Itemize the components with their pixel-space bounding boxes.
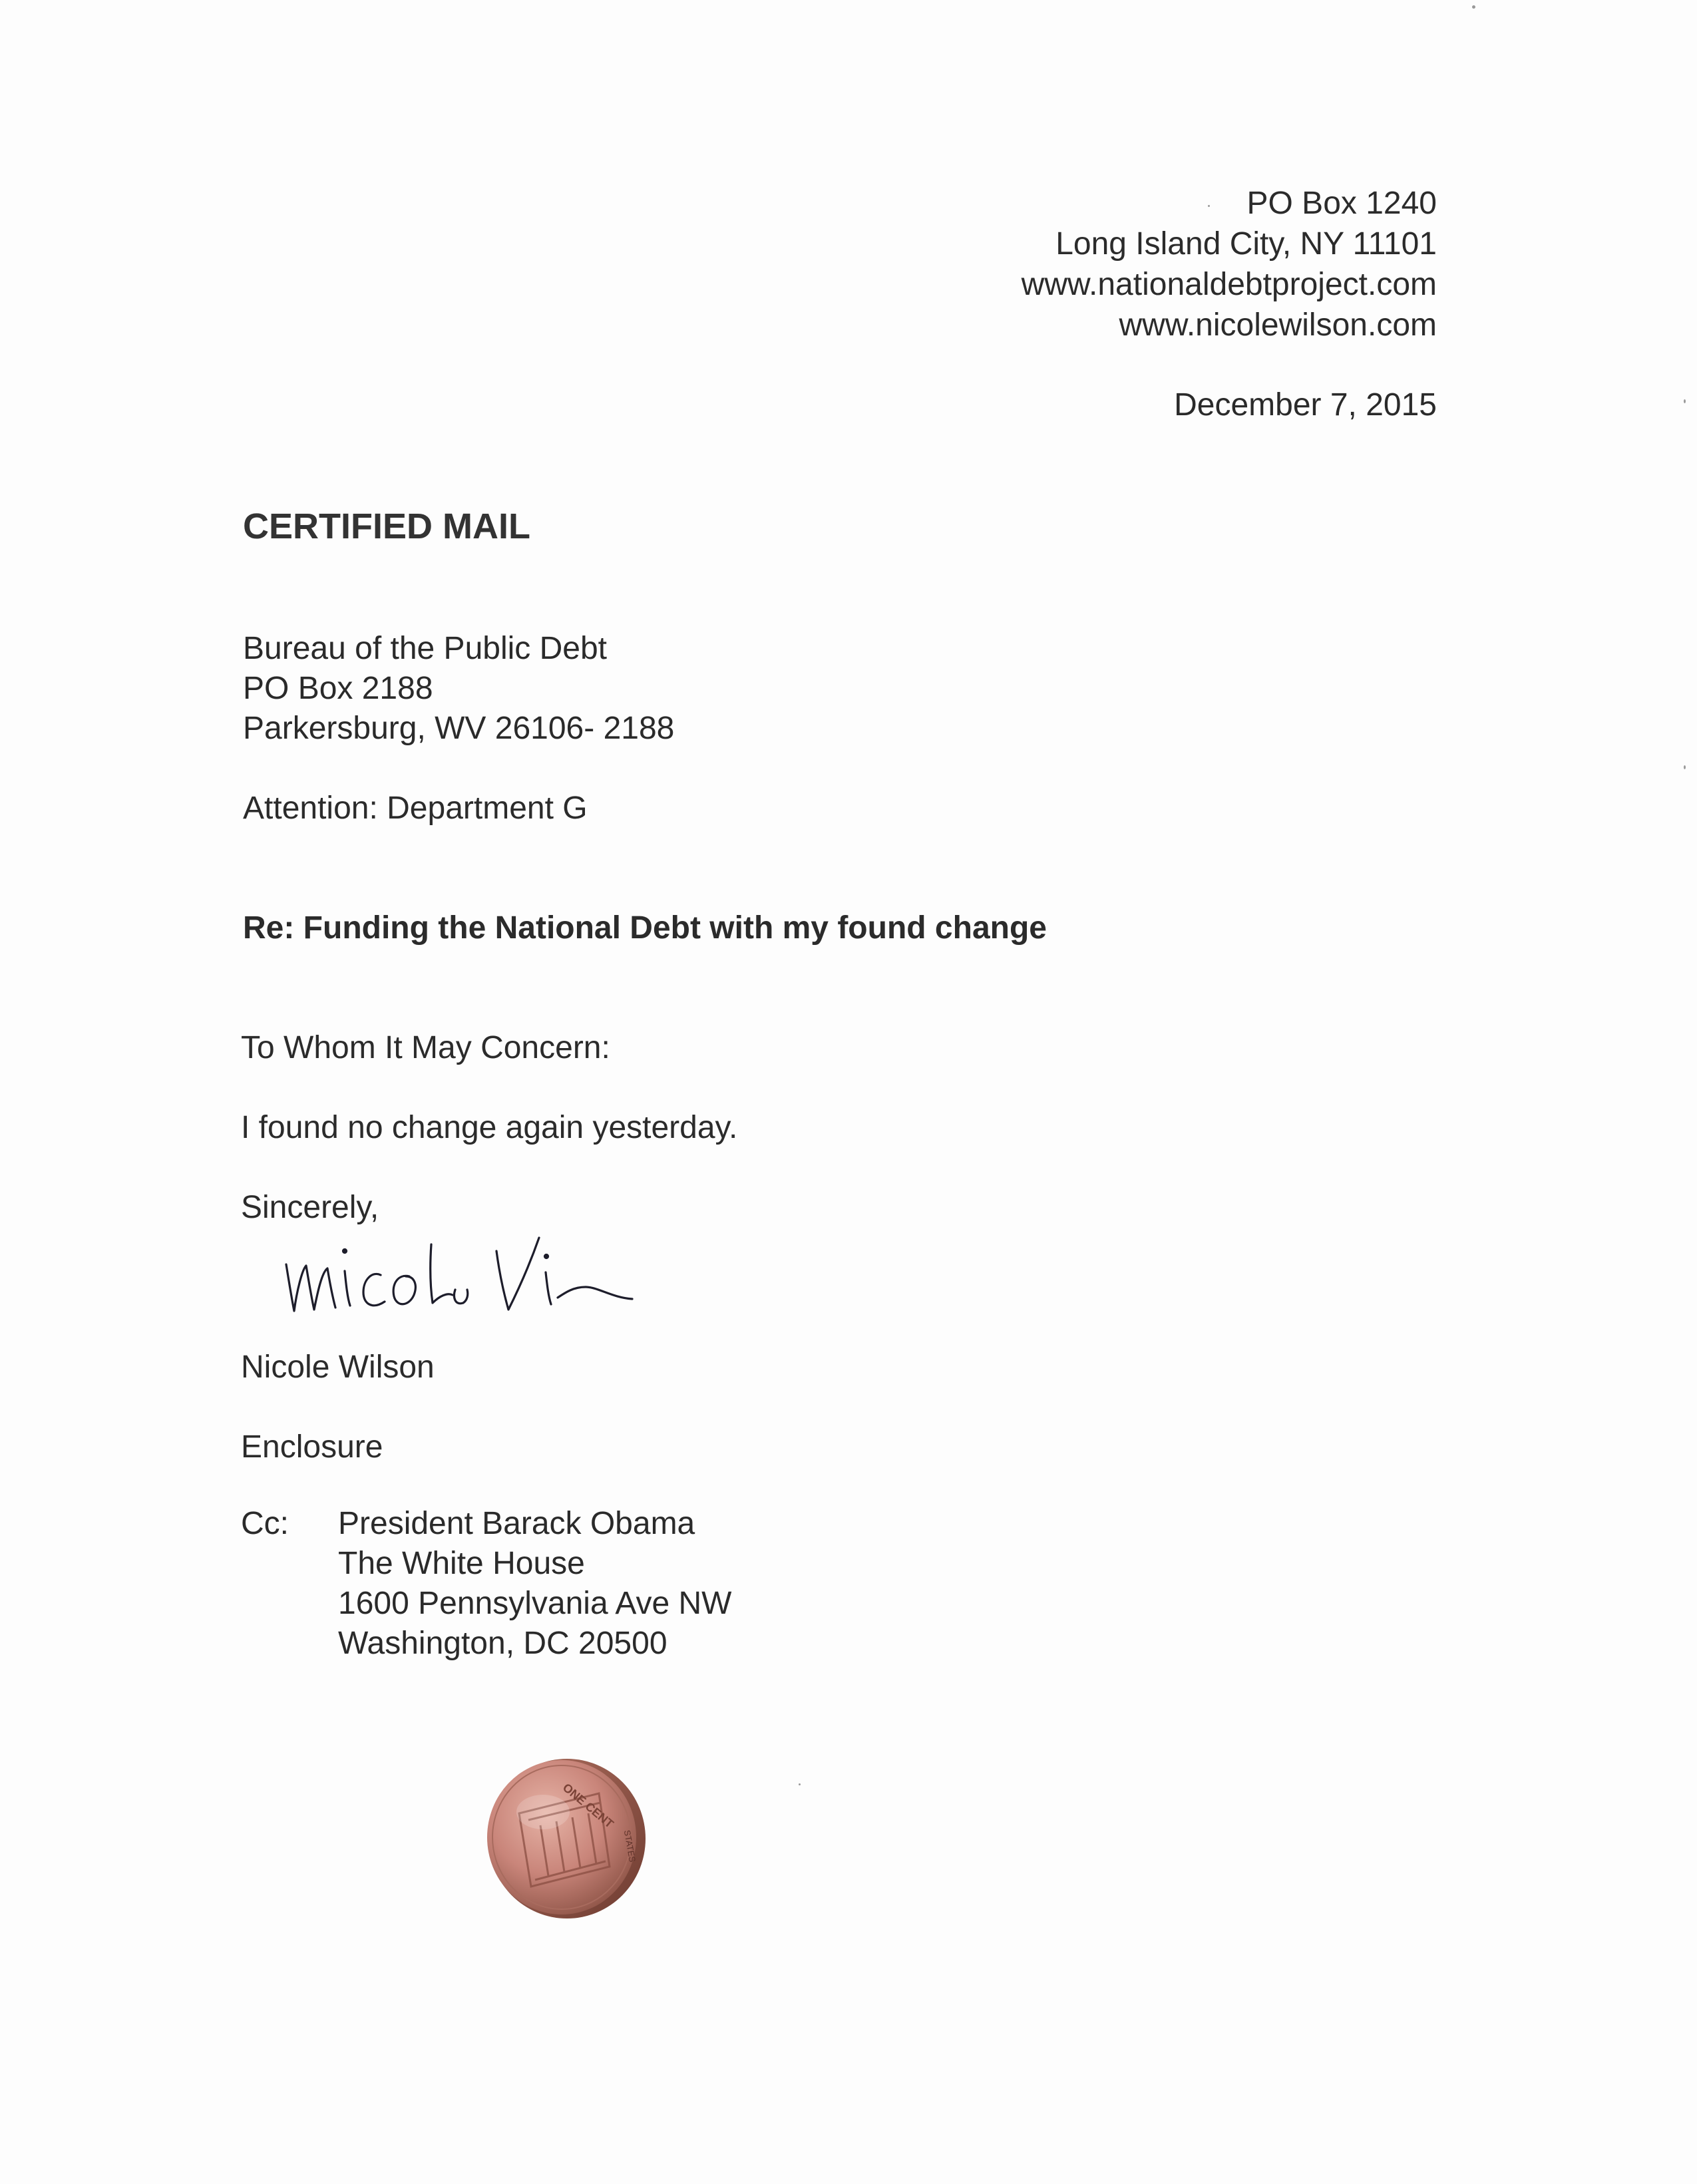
recipient-address-line: Bureau of the Public Debt bbox=[243, 631, 608, 666]
cc-address-line: 1600 Pennsylvania Ave NW bbox=[338, 1586, 732, 1621]
scan-speck bbox=[1208, 205, 1210, 207]
scan-speck bbox=[799, 1783, 801, 1785]
recipient-address-line: Parkersburg, WV 26106- 2188 bbox=[243, 711, 675, 746]
salutation: To Whom It May Concern: bbox=[241, 1030, 610, 1065]
cc-address-line: The White House bbox=[338, 1546, 585, 1581]
sender-address bbox=[1022, 183, 1437, 345]
cc-address-line: Washington, DC 20500 bbox=[338, 1626, 667, 1661]
sender-website-link: www.nationaldebtproject.com bbox=[1021, 267, 1437, 302]
sender-address-line: Long Island City, NY 11101 bbox=[1055, 226, 1437, 262]
subject-line: Re: Funding the National Debt with my found change bbox=[243, 910, 1047, 946]
cc-address-line: President Barack Obama bbox=[338, 1506, 695, 1541]
scan-speck bbox=[1684, 399, 1686, 403]
certified-mail-heading: CERTIFIED MAIL bbox=[243, 506, 530, 546]
cc-label: Cc: bbox=[241, 1506, 289, 1541]
recipient-address-line: PO Box 2188 bbox=[243, 671, 433, 706]
signer-name: Nicole Wilson bbox=[241, 1350, 435, 1385]
body-text: I found no change again yesterday. bbox=[241, 1110, 738, 1145]
recipient-address bbox=[243, 629, 674, 749]
penny-coin bbox=[479, 1753, 649, 1923]
scan-speck bbox=[1472, 5, 1475, 9]
enclosure-note: Enclosure bbox=[241, 1429, 383, 1465]
penny-rim-text: STATES bbox=[622, 1829, 638, 1863]
letter-date: December 7, 2015 bbox=[1174, 387, 1437, 423]
sender-address-line: PO Box 1240 bbox=[1246, 186, 1437, 221]
scan-speck bbox=[1684, 765, 1686, 769]
attention-line: Attention: Department G bbox=[243, 791, 588, 826]
handwritten-signature bbox=[273, 1218, 685, 1344]
penny-top-text: ONE CENT bbox=[560, 1780, 616, 1831]
closing: Sincerely, bbox=[241, 1190, 379, 1225]
cc-address bbox=[338, 1504, 731, 1664]
sender-website-link: www.nicolewilson.com bbox=[1119, 307, 1437, 343]
